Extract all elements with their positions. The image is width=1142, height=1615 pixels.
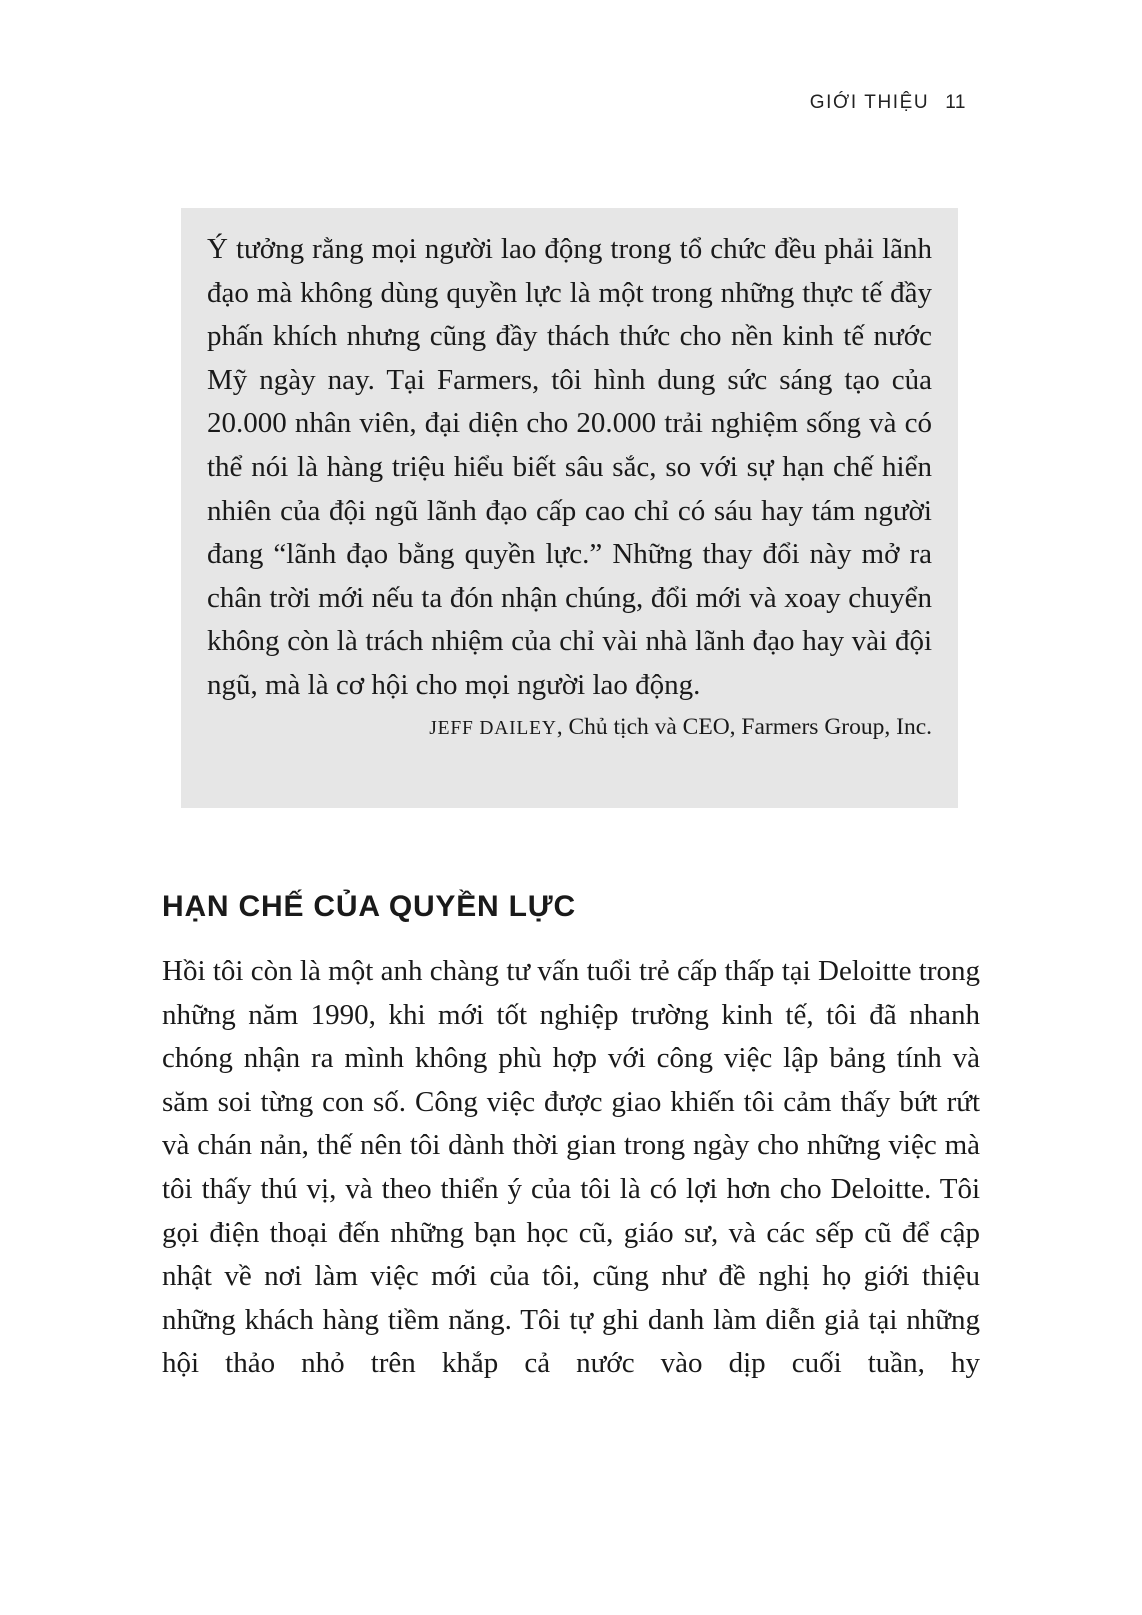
section-heading: HẠN CHẾ CỦA QUYỀN LỰC bbox=[162, 890, 576, 923]
epigraph-quote: Ý tưởng rằng mọi người lao động trong tổ chức đều phải lãnh đạo mà không dùng quyền lực là một trong những thực tế đầy phấn khích nhưng cũng đầy thách thức cho nền kinh tế nước Mỹ ngày nay. Tại Farmers, tôi hình dung sức sáng tạo của 20.000 nhân viên, đại diện cho 20.000 trải nghiệm sống và có thể nói là hàng triệu hiểu biết sâu sắc, so với sự hạn chế hiển nhiên của đội ngũ lãnh đạo cấp cao chỉ có sáu hay tám người đang “lãnh đạo bằng quyền lực.” Những thay đổi này mở ra chân trời mới nếu ta đón nhận chúng, đổi mới và xoay chuyển không còn là trách nhiệm của chỉ vài nhà lãnh đạo hay vài đội ngũ, mà là cơ hội cho mọi người lao động. bbox=[207, 233, 932, 701]
running-head-title: GIỚI THIỆU bbox=[809, 92, 930, 113]
attribution-name: JEFF DAILEY bbox=[429, 717, 557, 739]
page-number: 11 bbox=[945, 92, 966, 113]
epigraph-attribution bbox=[207, 714, 932, 741]
running-head bbox=[810, 92, 966, 114]
body-paragraph: Hồi tôi còn là một anh chàng tư vấn tuổi trẻ cấp thấp tại Deloitte trong những năm 1990, khi mới tốt nghiệp trường kinh tế, tôi đã nhanh chóng nhận ra mình không phù hợp với công việc lập bảng tính và săm soi từng con số. Công việc được giao khiến tôi cảm thấy bứt rứt và chán nản, thế nên tôi dành thời gian trong ngày cho những việc mà tôi thấy thú vị, và theo thiển ý của tôi là có lợi hơn cho Deloitte. Tôi gọi điện thoại đến những bạn học cũ, giáo sư, và các sếp cũ để cập nhật về nơi làm việc mới của tôi, cũng như đề nghị họ giới thiệu những khách hàng tiềm năng. Tôi tự ghi danh làm diễn giả tại những hội thảo nhỏ trên khắp cả nước vào dịp cuối tuần, hy bbox=[162, 955, 980, 1380]
epigraph-box bbox=[181, 208, 958, 808]
attribution-role: , Chủ tịch và CEO, Farmers Group, Inc. bbox=[556, 713, 932, 740]
